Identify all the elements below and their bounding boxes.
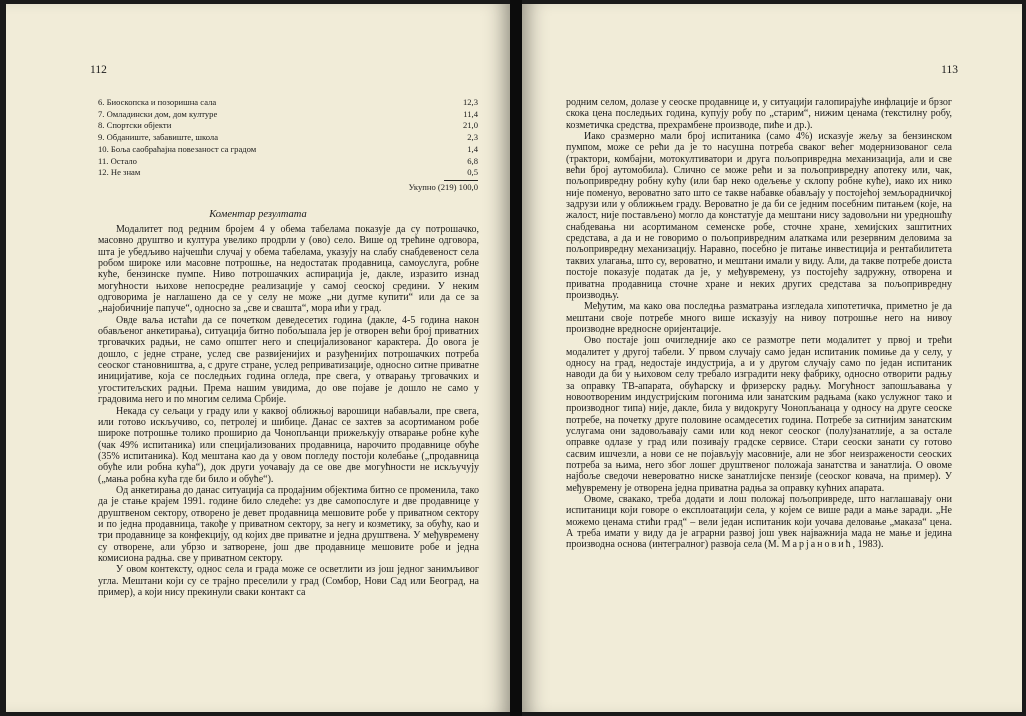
row-value: 21,0 (462, 120, 478, 131)
body-text (98, 224, 479, 598)
paragraph-text: Овоме, свакако, треба додати и лош положај пољопривреде, што наглашавају они испитаници који говоре о експлоатацији села, у којем се више ради а мање заради. „Не можемо ценама стићи град“ – вели један испитаник који уочава деловање „маказа“ цена. А треба имати у виду да је аграрни развој још увек најважнија мада не мање и једина производна основа (интегралног) развоја села (М. (566, 494, 952, 551)
row-label: 7. Омладински дом, дом културе (98, 108, 218, 119)
page-number: 112 (90, 64, 107, 76)
right-page (522, 4, 1022, 712)
paragraph: У овом контексту, однос села и града може се осветлити из још једног занимљивог угла. Мештани који су се трајно преселили у град (Сомбор, Нови Сад или Београд, на пример), а који нису прекинули сваки контакт са (98, 564, 479, 598)
table-row (98, 167, 478, 179)
paragraph: Међутим, ма како ова последња разматрања изгледала хипотетичка, приметно је да мештани своје потребе много више исказују на нивоу потрошње него на нивоу производне вредносне оријентације. (566, 301, 952, 335)
table-total: Укупно (219) 100,0 (408, 181, 478, 192)
table-row (98, 132, 478, 144)
row-label: 11. Остало (98, 155, 137, 166)
table-row (98, 120, 478, 132)
paragraph: Ово постаје још очигледније ако се размотре пети модалитет у првој и трећи модалитет у другој табели. У првом случају само један испитаник помиње да у селу, у односу на град, недостаје индустрија, а и у другом случају само по један испитаник наводи да би у њиховом селу требало изградити неку фабрику, односно отворити радњу за оправку ТВ-апарата, обућарску и фризерску радњу. Могућност запошљавања у новоотвореним индустријским погонима или занатским радњама (како услужног тако и производног типа) није, дакле, била у видокругу Чонопљанаца у односу на друге сеоске потребе, на почетку друге половине осамдесетих година. Потребе за ситнијим занатским услугама они задовољавају сами или код неког сеоског (полу)занатлије, а за остале оправке одлазе у град или позивају градске сервисе. Стари сеоски занати су готово сасвим ишчезли, а нови се не појављују масовније, али не због неизражености сеоских потреба за њима, него због лошег друштвеног положаја занатства и занатлија. О овоме најбоље сведочи невероватно ниске занатлијске пензије (сеоског ковача, на пример). У међувремену је отворена једна приватна радња за оправку кућних апарата. (566, 335, 952, 494)
left-page (6, 4, 510, 712)
section-heading: Коментар резултата (209, 209, 307, 220)
row-label: 12. Не знам (98, 167, 141, 178)
total-rule (444, 180, 478, 181)
book-gutter (510, 0, 522, 716)
row-value: 0,5 (467, 167, 478, 178)
table-row (98, 144, 478, 156)
table-row (98, 109, 478, 121)
row-label: 8. Спортски објекти (98, 120, 172, 131)
paragraph: Модалитет под редним бројем 4 у обема табелама показује да су потрошачко, масовно друштво и култура увелико продрли у (ово) село. Више од трећине одговора, шта је убедљиво најчешћи случај у обема табелама, указују на слабу снабдевеност села робом широке или масовне потрошње, на недостатак продавница, самоуслуга, робне куће, бензинске пумпе. Ниво потрошачких аспирација је, дакле, изразито изнад могућности њихове непосредне реализације у самој сеоској средини. У неким одговорима је наглашено да се у селу не може „ни дугме купити“ или да се за „најобичније папуче“, односно за „све и свашта“, мора ићи у град. (98, 224, 479, 315)
body-text (566, 97, 952, 551)
page-number: 113 (941, 64, 958, 76)
results-table (98, 97, 478, 194)
paragraph: родним селом, долазе у сеоске продавнице и, у ситуацији галопирајуће инфлације и брзог скока цена последњих година, купују робу по „старим“, нижим ценама (текстилну робу, козметичка средства, прехрамбене производе, пиће и др.). (566, 97, 952, 131)
row-value: 2,3 (467, 132, 478, 143)
table-row (98, 156, 478, 168)
row-label: 6. Биоскопска и позоришна сала (98, 97, 217, 107)
table-row (98, 97, 478, 109)
row-value: 12,3 (462, 97, 478, 107)
row-label: 9. Обданиште, забавиште, школа (98, 132, 219, 143)
row-label: 10. Боља саобраћајна повезаност са градом (98, 143, 257, 154)
paragraph: Од анкетирања до данас ситуација са продајним објектима битно се променила, тако да је стање крајем 1991. године било следеће: уз две самопослуге и две продавнице у друштвеном сектору, отворено је девет продавница мешовите робе у приватном сектору и по једна продавница, такође у приватном сектору, за негу и козметику, за обућу, као и три продавнице за конфекцију, од којих две приватне и једна друштвена. У међувремену су отворене, али убрзо и затворене, још две продавнице мешовите робе и једна комисиона радња. све у приватном сектору. (98, 484, 479, 564)
paragraph (566, 494, 952, 551)
paragraph: Овде ваља истаћи да се почетком деведесетих година (дакле, 4-5 година након обављеног анкетирања), ситуација битно побољшала јер је отворен већи број приватних трговачких радњи, не само општег него и специјализованог карактера. До овога је дошло, с једне стране, услед све развијенијих и разуђенијих потрошачких потреба сеоског становништва, а, с друге стране, услед реприватизације, односно ситне приватне иницијативе, која се последњих година огледа, пре свега, у отварању трговачких и угоститељских радњи. Према нашим увидима, до ове појаве је дошло не само у градовима него и по многим селима Србије. (98, 314, 479, 406)
row-value: 1,4 (467, 143, 478, 154)
row-value: 11,4 (463, 108, 478, 119)
paragraph: Иако сразмерно мали број испитаника (само 4%) исказује жељу за бензинском пумпом, може се рећи да је то насушна потреба сваког већег модернизованог села (трактори, комбајни, мотокултиватори и друга пољопривредна механизација, али и све већи број аутомобила). Слично се може рећи и за пољопривредну апотеку или, чак, пољопривредну робну кућу (или бар неко одељење у склопу робне куће), иако их нико није поменуо, вероватно зато што се такве набавке обављају у постојећој земљорадничкој задрузи или у оближњем граду. Вероватно је да би се једним посебним питањем (које, на жалост, није постављено) могло да констатује да мештани нису задовољни ни уредношћу снабдевања ни асортиманом семенске робе, сточне хране, хемијских заштитних средстава, а да и не говоримо о пољопривредним алаткама или резервним деловима за пољопривредну механизацију. Наравно, посебно је питање инвестиција и рентабилитета таквих улагања, што су, вероватно, и мештани имали у виду. Али, да такве потребе доиста постоје показује податак да је, у међувремену, уз постојећу задружну, отворена и приватна продавница сточне хране и неких других средстава за пољопривредну производњу. (566, 131, 952, 301)
row-value: 6,8 (467, 155, 478, 166)
paragraph: Некада су сељаци у граду или у каквој оближњој варошици набављали, пре свега, или готово искључиво, со, петролеј и шибице. Данас се захтев за асортиманом робе широке потрошње толико проширио да Чонопљанци прижељкују отварање робне куће (чак 49% испитаника) или специјализованих продавница, нарочито продавнице обуће (35% испитаника). Код мештана као да у овом погледу постоји колебање („продавница обуће или робна кућа“), док други уочавају да се ове две могућности не искључују („мања робна кућа где би било и обуће“). (98, 405, 479, 485)
citation-year: , 1983). (852, 539, 884, 551)
citation-author: Марјановић (781, 539, 853, 551)
